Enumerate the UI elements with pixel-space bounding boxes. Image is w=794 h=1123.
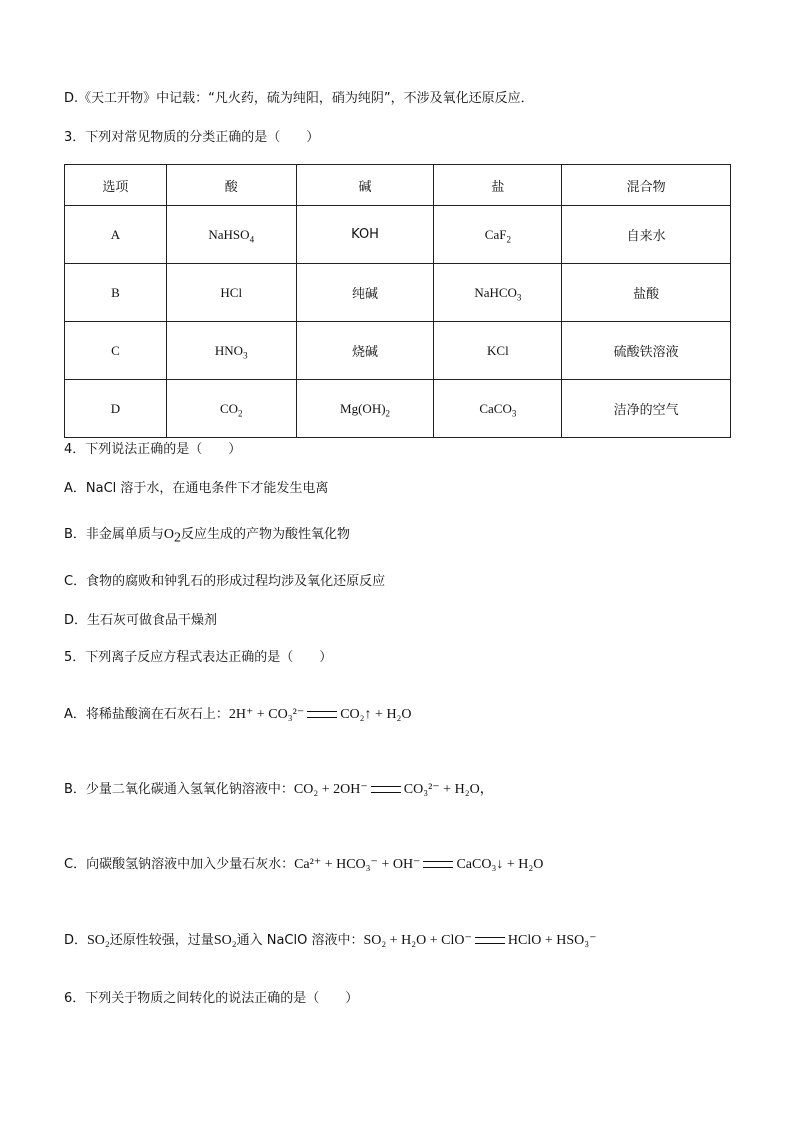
row-base: KOH (296, 206, 434, 264)
equals-sign (423, 861, 453, 868)
question-2-option-d: D.《天工开物》中记载：“凡火药，硫为纯阳，硝为纯阴”，不涉及氧化还原反应． (64, 91, 534, 106)
row-base: 纯碱 (296, 264, 434, 322)
question-3-stem: 3．下列对常见物质的分类正确的是（ ） (64, 130, 320, 145)
row-salt: CaF$_2$ (434, 206, 562, 264)
row-option: D (65, 380, 167, 438)
row-mixture: 硫酸铁溶液 (562, 322, 731, 380)
table-header-row (65, 165, 731, 206)
table-row (65, 380, 731, 438)
header-mixture: 混合物 (562, 165, 731, 206)
question-5-option-d: D．SO₂还原性较强，过量SO₂通入 NaClO 溶液中：SO₂ + H₂O + ClO⁻ HClO + HSO₃⁻ (64, 933, 597, 948)
question-6-stem: 6．下列关于物质之间转化的说法正确的是（ ） (64, 991, 359, 1006)
question-4-option-b: B．非金属单质与$O_2$反应生成的产物为酸性氧化物 (64, 527, 351, 546)
row-base: $Mg(OH)_2$ (296, 380, 434, 438)
row-mixture: 洁净的空气 (562, 380, 731, 438)
row-salt: NaHCO$_3$ (434, 264, 562, 322)
question-5-option-c: C．向碳酸氢钠溶液中加入少量石灰水：Ca²⁺ + HCO₃⁻ + OH⁻ CaCO₃↓ + H₂O (64, 857, 544, 872)
header-base: 碱 (296, 165, 434, 206)
row-acid: NaHSO$_4$ (166, 206, 296, 264)
question-5-stem: 5．下列离子反应方程式表达正确的是（ ） (64, 650, 333, 665)
equals-sign (307, 711, 337, 718)
equals-sign (475, 937, 505, 944)
header-salt: 盐 (434, 165, 562, 206)
question-5-option-b: B．少量二氧化碳通入氢氧化钠溶液中：CO₂ + 2OH⁻ CO₃²⁻ + H₂O， (64, 782, 494, 797)
table-row (65, 206, 731, 264)
question-4-option-d: D．生石灰可做食品干燥剂 (64, 613, 218, 628)
row-acid: $CO_2$ (166, 380, 296, 438)
table-row (65, 264, 731, 322)
row-mixture: 自来水 (562, 206, 731, 264)
row-base: 烧碱 (296, 322, 434, 380)
header-option: 选项 (65, 165, 167, 206)
equals-sign (371, 786, 401, 793)
row-acid: $HNO_3$ (166, 322, 296, 380)
row-option: A (65, 206, 167, 264)
question-4-option-c: C．食物的腐败和钟乳石的形成过程均涉及氧化还原反应 (64, 574, 386, 589)
question-4-stem: 4．下列说法正确的是（ ） (64, 442, 242, 457)
header-acid: 酸 (166, 165, 296, 206)
row-salt: KCl (434, 322, 562, 380)
row-option: C (65, 322, 167, 380)
row-salt: CaCO$_3$ (434, 380, 562, 438)
row-option: B (65, 264, 167, 322)
question-5-option-a: A．将稀盐酸滴在石灰石上：2H⁺ + CO₃²⁻ CO₂↑ + H₂O (64, 707, 412, 722)
classification-table (64, 164, 731, 438)
question-4-option-a: A．NaCl 溶于水，在通电条件下才能发生电离 (64, 481, 329, 496)
table-row (65, 322, 731, 380)
row-mixture: 盐酸 (562, 264, 731, 322)
row-acid: HCl (166, 264, 296, 322)
